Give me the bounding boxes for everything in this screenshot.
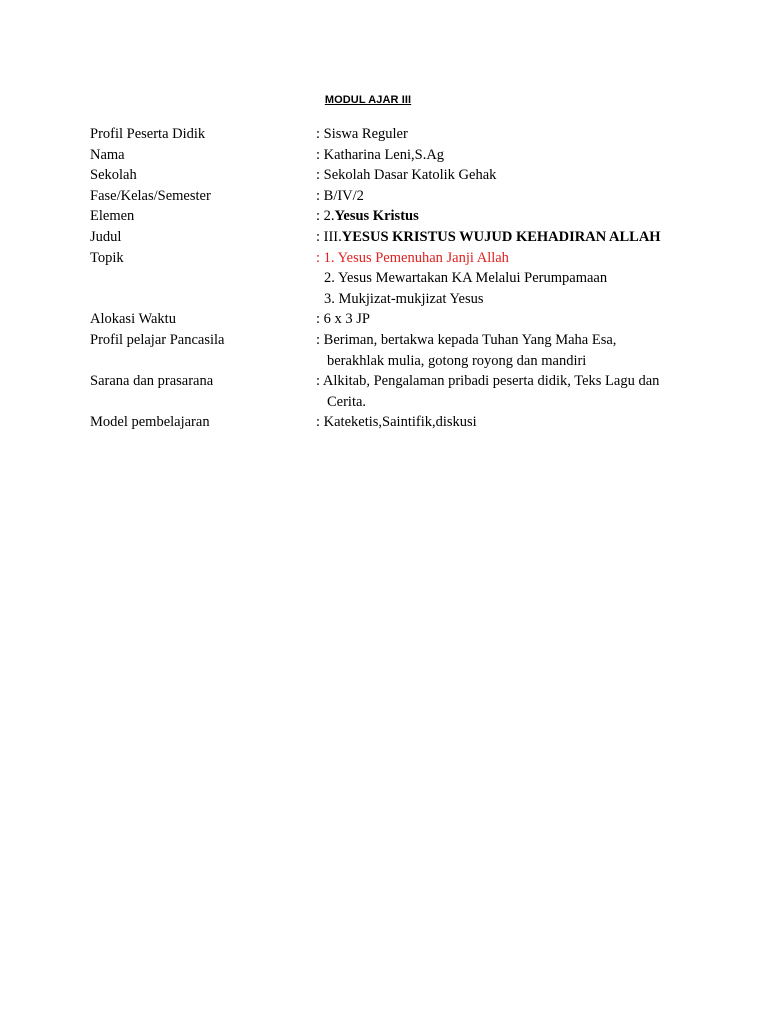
field-label: Sarana dan prasarana xyxy=(90,373,214,390)
field-value: : 6 x 3 JP xyxy=(316,311,370,328)
field-row-alokasi-waktu xyxy=(90,309,690,330)
field-label: Alokasi Waktu xyxy=(90,311,176,328)
field-value xyxy=(316,206,690,227)
field-label: Nama xyxy=(90,146,125,163)
field-value: : B/IV/2 xyxy=(316,187,364,204)
field-label: Profil Peserta Didik xyxy=(90,126,206,142)
field-value-line: : Beriman, bertakwa kepada Tuhan Yang Maha Esa, xyxy=(316,331,617,348)
field-label: Judul xyxy=(90,228,122,245)
topic-line-1 xyxy=(316,250,509,266)
field-value-prefix: : xyxy=(316,249,324,266)
field-value-line: : Alkitab, Pengalaman pribadi peserta didik, Teks Lagu dan xyxy=(316,373,660,390)
topic-item: 3. Mukjizat-mukjizat Yesus xyxy=(324,290,484,307)
field-label: Elemen xyxy=(90,208,135,225)
field-row-fase xyxy=(90,186,690,207)
field-value-prefix: : 2. xyxy=(316,208,335,225)
field-value xyxy=(316,330,690,371)
field-row-sekolah xyxy=(90,165,690,186)
field-row-model xyxy=(90,412,690,433)
field-row-nama xyxy=(90,145,690,166)
field-value-line: Cerita. xyxy=(327,393,367,410)
field-value xyxy=(316,371,690,412)
field-value xyxy=(316,227,690,248)
field-row-judul xyxy=(90,227,690,248)
document-title: MODUL AJAR III xyxy=(324,94,412,106)
field-row-profil-pancasila xyxy=(90,330,690,371)
field-value-line: berakhlak mulia, gotong royong dan mandiri xyxy=(327,352,587,369)
topic-item: 1. Yesus Pemenuhan Janji Allah xyxy=(323,249,509,266)
field-value-bold: YESUS KRISTUS WUJUD KEHADIRAN ALLAH xyxy=(341,228,661,245)
field-value: : Katharina Leni,S.Ag xyxy=(316,146,445,163)
field-label: Sekolah xyxy=(90,167,137,184)
field-value xyxy=(316,248,690,310)
field-value-prefix: : III. xyxy=(316,228,342,245)
field-label: Profil pelajar Pancasila xyxy=(90,331,225,348)
field-row-sarana xyxy=(90,371,690,412)
field-value: : Kateketis,Saintifik,diskusi xyxy=(316,414,477,431)
field-label: Model pembelajaran xyxy=(90,414,210,431)
field-value-bold: Yesus Kristus xyxy=(334,208,419,225)
field-value: : Siswa Reguler xyxy=(316,126,408,142)
field-list xyxy=(90,124,690,433)
field-row-elemen xyxy=(90,206,690,227)
field-row-profil-peserta-didik xyxy=(90,124,690,145)
field-label: Topik xyxy=(90,249,124,266)
topic-item: 2. Yesus Mewartakan KA Melalui Perumpamaan xyxy=(324,270,608,287)
field-label: Fase/Kelas/Semester xyxy=(90,187,211,204)
field-value: : Sekolah Dasar Katolik Gehak xyxy=(316,167,497,184)
field-row-topik xyxy=(90,248,690,310)
